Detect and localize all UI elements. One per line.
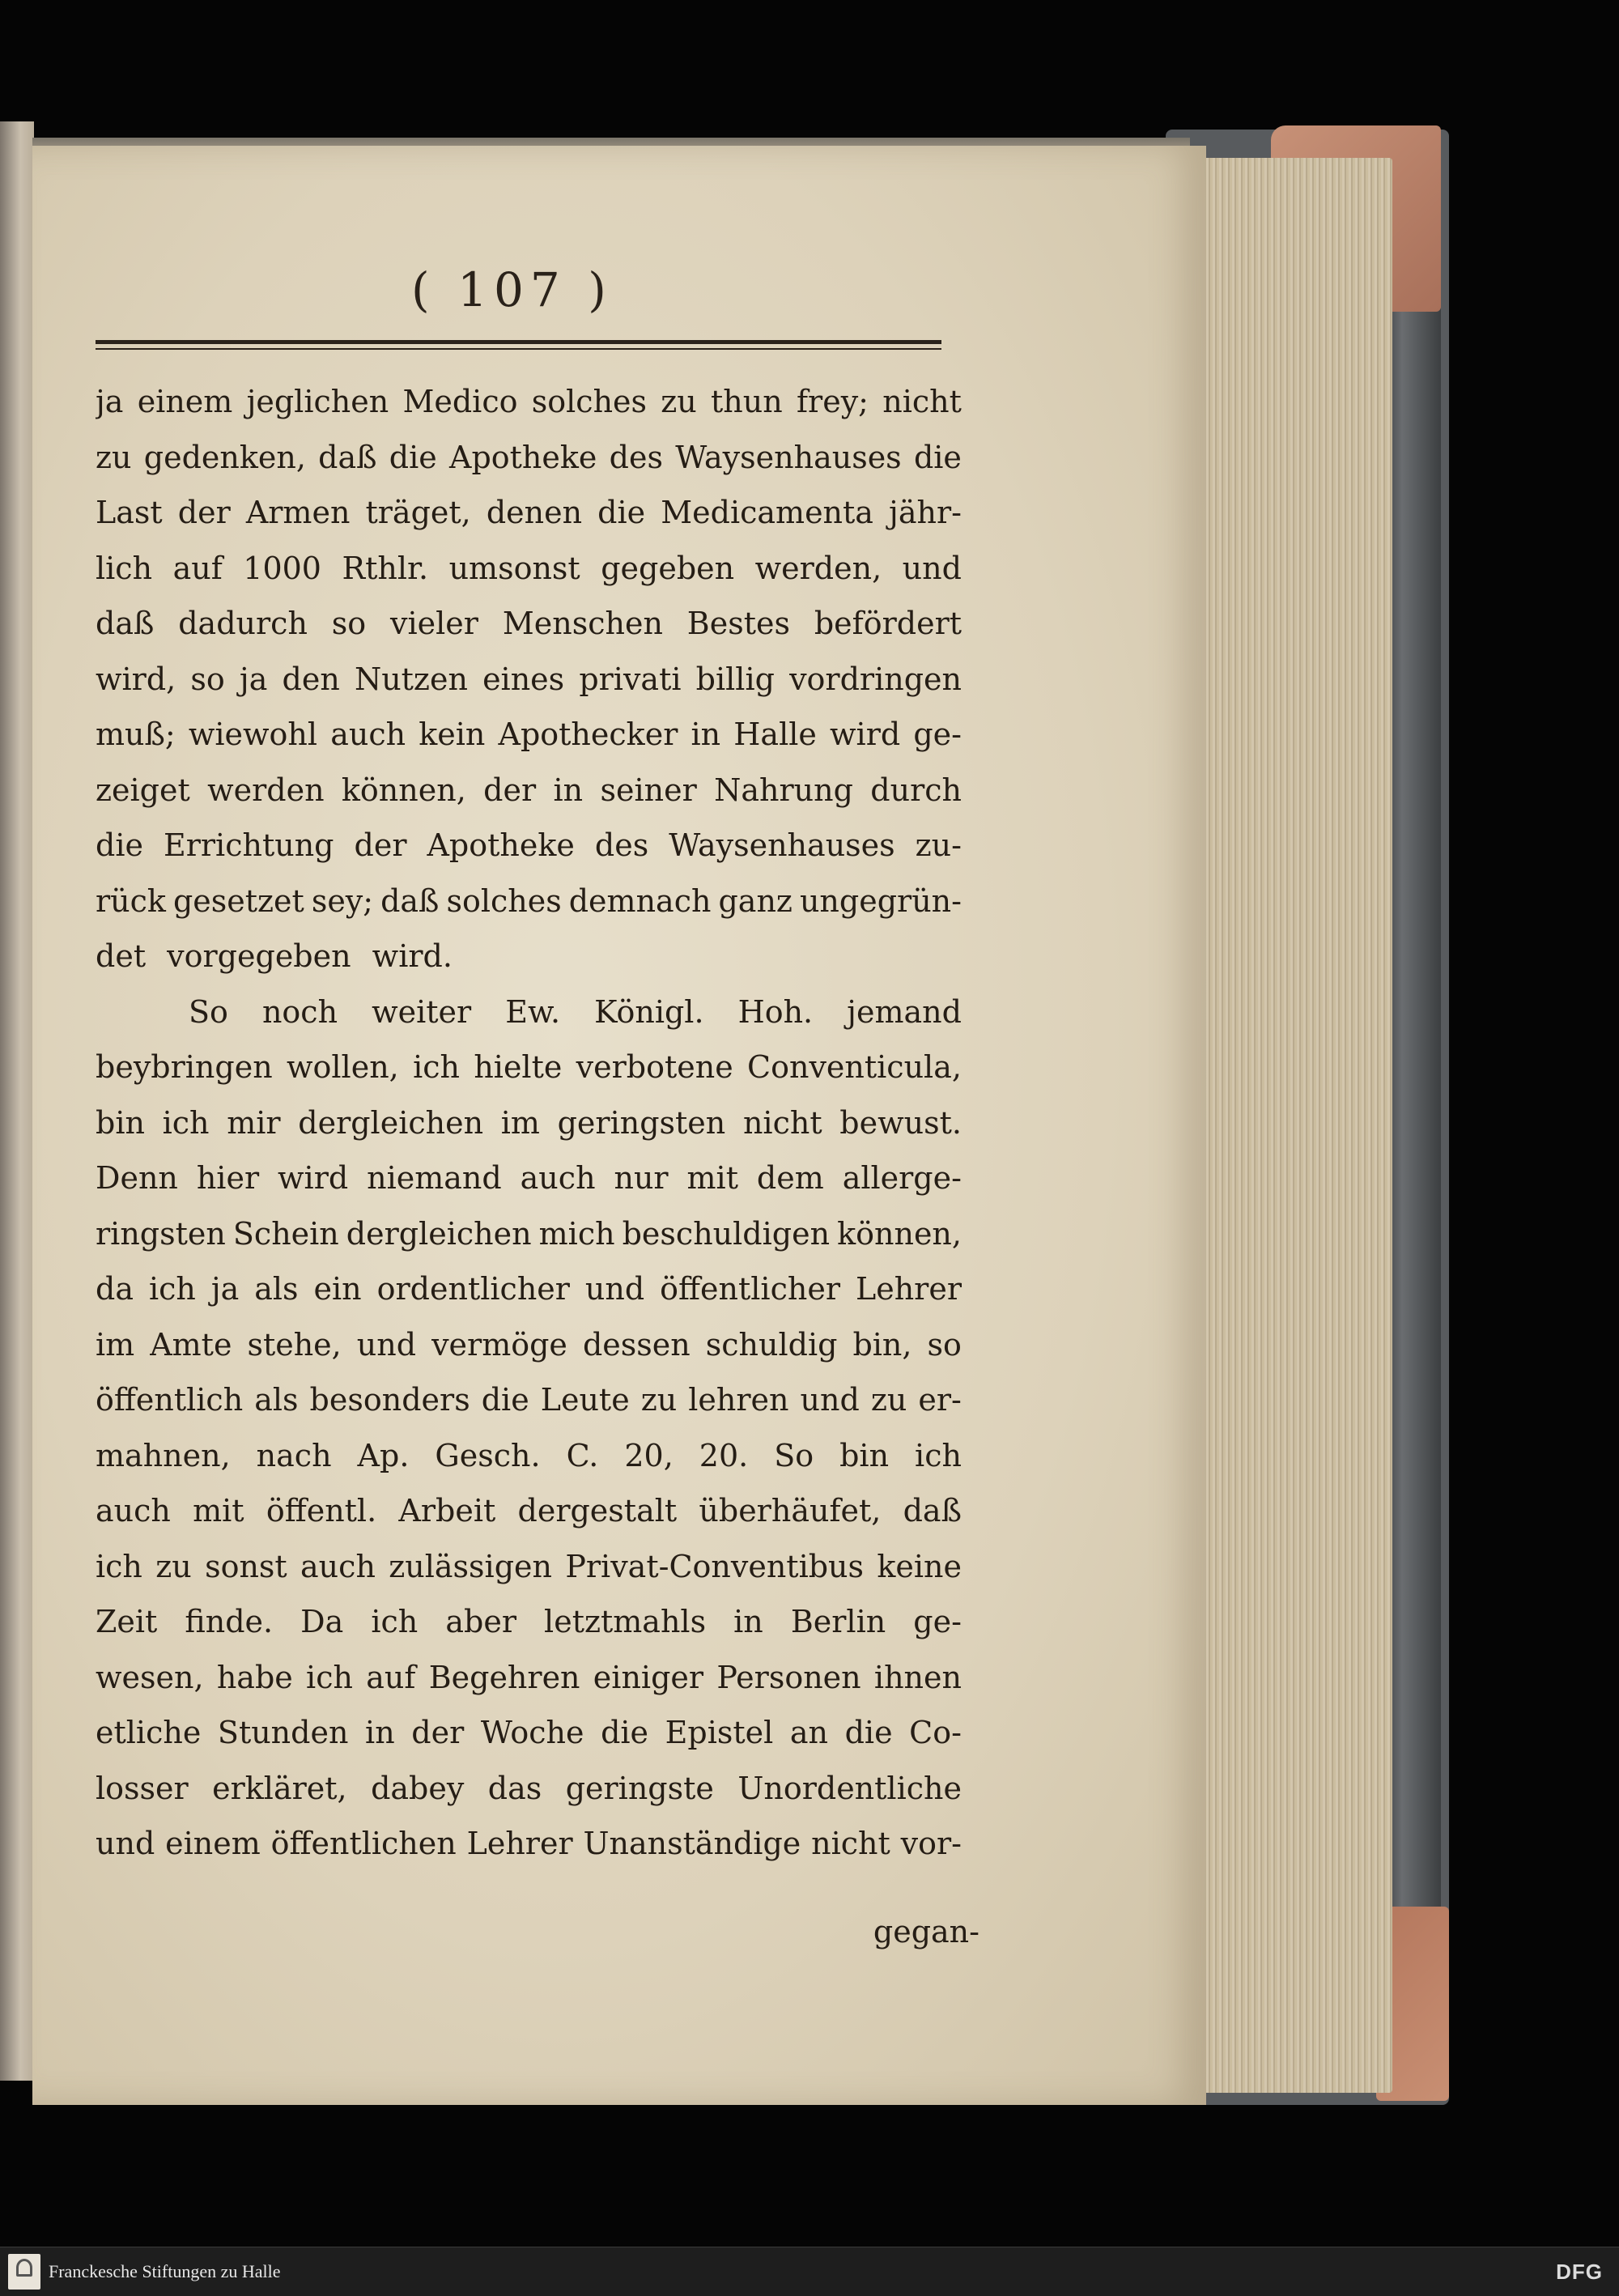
text-line: Denn hier wird niemand auch nur mit dem allerge-	[96, 1160, 962, 1196]
page-block-edge	[1174, 158, 1392, 2093]
text-line: ja einem jeglichen Medico solches zu thun frey; nicht	[96, 384, 962, 419]
text-line: wesen, habe ich auf Begehren einiger Personen ihnen	[96, 1659, 962, 1695]
text-line: im Amte stehe, und vermöge dessen schuldig bin, so	[96, 1326, 962, 1363]
text-line: rück gesetzet sey; daß solches demnach ganz ungegrün-	[96, 882, 962, 919]
text-line: ich zu sonst auch zulässigen Privat-Conventibus keine	[96, 1548, 962, 1584]
text-line: zu gedenken, daß die Apotheke des Waysenhauses die	[96, 439, 962, 475]
catchword: gegan-	[873, 1914, 979, 1949]
text-line: det vorgegeben wird.	[96, 938, 453, 974]
text-line: Last der Armen träget, denen die Medicamenta jähr-	[96, 495, 962, 530]
text-line: bin ich mir dergleichen im geringsten nicht bewust.	[96, 1104, 962, 1141]
left-page-edge	[0, 121, 34, 2081]
text-line: etliche Stunden in der Woche die Epistel an die Co-	[96, 1715, 962, 1750]
text-line: beybringen wollen, ich hielte verbotene Conventicula,	[96, 1049, 962, 1085]
text-line: die Errichtung der Apotheke des Waysenhauses zu-	[96, 827, 962, 863]
text-line: öffentlich als besonders die Leute zu lehren und zu er-	[96, 1382, 962, 1418]
text-line: auch mit öffentl. Arbeit dergestalt überhäufet, daß	[96, 1493, 962, 1529]
text-line: muß; wiewohl auch kein Apothecker in Halle wird ge-	[96, 716, 962, 752]
text-line: lich auf 1000 Rthlr. umsonst gegeben werden, und	[96, 550, 962, 586]
foundation-logo-icon	[8, 2254, 40, 2290]
page-body-text	[96, 374, 962, 1872]
text-line: mahnen, nach Ap. Gesch. C. 20, 20. So bin ich	[96, 1437, 962, 1473]
footer-institution: Franckesche Stiftungen zu Halle	[49, 2261, 281, 2281]
text-line: ringsten Schein dergleichen mich beschuldigen können,	[96, 1215, 962, 1252]
text-line: da ich ja als ein ordentlicher und öffentlicher Lehrer	[96, 1271, 962, 1307]
dfg-logo: DFG	[1556, 2260, 1603, 2284]
text-line: So noch weiter Ew. Königl. Hoh. jemand	[189, 993, 962, 1030]
text-line: und einem öffentlichen Lehrer Unanständige nicht vor-	[96, 1826, 962, 1861]
text-line: wird, so ja den Nutzen eines privati billig vordringen	[96, 661, 962, 697]
viewer-footer	[0, 2247, 1619, 2296]
header-rule	[96, 340, 941, 350]
page-number: ( 107 )	[411, 262, 613, 317]
text-line: Zeit finde. Da ich aber letztmahls in Berlin ge-	[96, 1604, 962, 1639]
text-line: losser erkläret, dabey das geringste Unordentliche	[96, 1770, 962, 1806]
text-line: daß dadurch so vieler Menschen Bestes befördert	[96, 606, 962, 641]
text-line: zeiget werden können, der in seiner Nahrung durch	[96, 772, 962, 808]
